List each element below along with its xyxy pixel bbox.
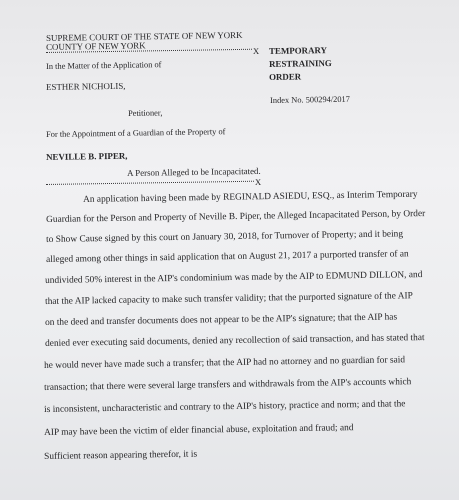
body-line: is inconsistent, uncharacteristic and contrary to the AIP's history, practice and norm; and that the bbox=[44, 399, 406, 415]
index-number: Index No. 500294/2017 bbox=[270, 94, 350, 105]
applicant-name: ESTHER NICHOLIS, bbox=[46, 80, 126, 92]
body-line: on the deed and transfer documents does not appear to be the AIP's signature; that the AIP has bbox=[45, 312, 398, 328]
order-title-line3: ORDER bbox=[269, 71, 302, 82]
body-line: to Show Cause signed by this court on January 30, 2018, for Turnover of Property; and it being bbox=[46, 229, 404, 245]
body-line: denied ever executing said documents, denied any recollection of said transaction, and has stated that bbox=[45, 333, 425, 349]
body-line: AIP may have been the victim of elder financial abuse, exploitation and fraud; and bbox=[44, 423, 354, 438]
order-title-line2: RESTRAINING bbox=[269, 58, 332, 69]
body-line: that the AIP lacked capacity to make such transfer validity; that the purported signature of the AIP bbox=[45, 291, 413, 307]
body-line: Guardian for the Person and Property of Neville B. Piper, the Alleged Incapacitated Person, by Order bbox=[46, 209, 426, 225]
court-name: SUPREME COURT OF THE STATE OF NEW YORK bbox=[46, 29, 243, 43]
caption-x-mark-top: X bbox=[252, 45, 260, 57]
body-line: An application having been made by REGINALD ASIEDU, ESQ., as Interim Temporary bbox=[83, 189, 418, 205]
aip-name: NEVILLE B. PIPER, bbox=[46, 150, 128, 162]
body-line: Sufficient reason appearing therefor, it is bbox=[44, 449, 198, 462]
body-line: undivided 50% interest in the AIP's condominium was made by the AIP to EDMUND DILLON, and bbox=[45, 270, 423, 286]
appointment-line: For the Appointment of a Guardian of the Property of bbox=[46, 127, 226, 139]
body-line: transaction; that there were several large transfers and withdrawals from the AIP's accounts which bbox=[44, 377, 412, 393]
body-line: alleged among other things in said application that on August 21, 2017 a purported transfer of an bbox=[46, 249, 409, 265]
matter-of-line: In the Matter of the Application of bbox=[46, 60, 162, 71]
caption-x-mark-bottom: X bbox=[254, 176, 262, 188]
county-name: COUNTY OF NEW YORK bbox=[46, 40, 146, 52]
caption-divider-bottom bbox=[46, 181, 254, 185]
aip-status: A Person Alleged to be Incapacitated. bbox=[127, 165, 261, 178]
petitioner-label: Petitioner, bbox=[128, 108, 163, 118]
order-title-line1: TEMPORARY bbox=[269, 45, 328, 56]
body-line: he would never have made such a transfer; that the AIP had no attorney and no guardian for said bbox=[44, 355, 406, 371]
